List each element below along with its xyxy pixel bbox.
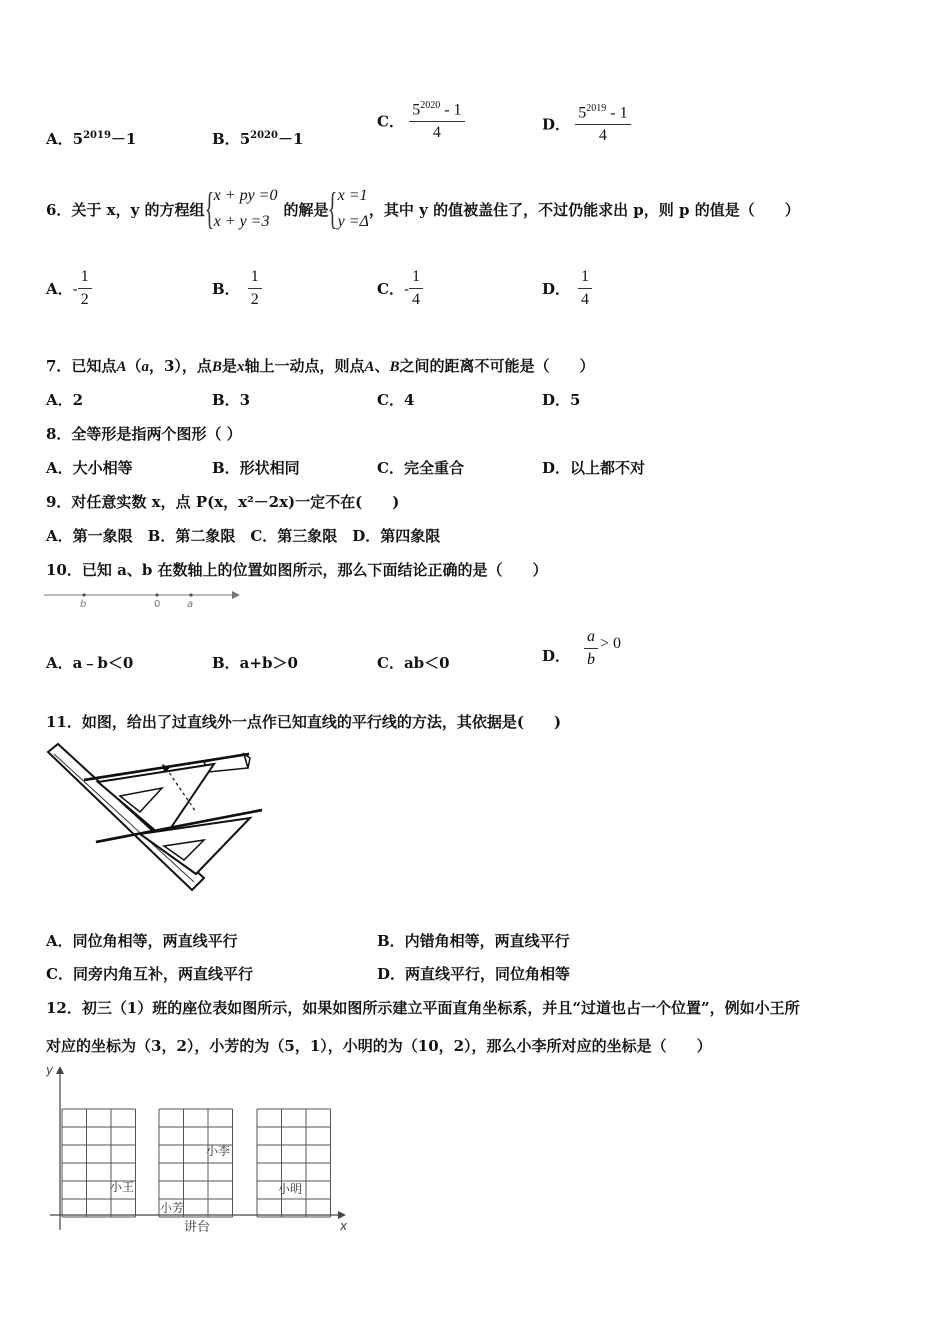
option-letter: D． xyxy=(542,115,571,134)
option-base: 5 xyxy=(72,130,84,148)
option-letter: C． xyxy=(377,112,404,131)
q11-option-d[interactable]: D．两直线平行，同位角相等 xyxy=(377,965,571,983)
q10-option-c[interactable]: C．ab＜0 xyxy=(377,654,450,672)
q7-text: 是 xyxy=(221,357,237,375)
num-exponent: 2020 xyxy=(420,100,441,111)
label-xiaoli: 小李 xyxy=(206,1144,231,1158)
fraction xyxy=(409,268,423,309)
equation-line: y =Δ xyxy=(337,213,369,230)
q10-stem: 10．已知 a、b 在数轴上的位置如图所示，那么下面结论正确的是（ ） xyxy=(46,561,548,579)
option-letter: A． xyxy=(46,130,73,148)
y-axis-label: y xyxy=(46,1063,54,1077)
label-podium: 讲台 xyxy=(184,1220,211,1235)
numerator: 1 xyxy=(78,268,92,289)
option-letter: D． xyxy=(542,280,571,298)
q11-option-a[interactable]: A．同位角相等，两直线平行 xyxy=(46,932,238,950)
q6-suffix: ，其中 y 的值被盖住了，不过仍能求出 p，则 p 的值是（ ） xyxy=(368,200,800,219)
option-rest: －1 xyxy=(277,130,304,148)
q7-text: 7．已知点 xyxy=(46,357,117,375)
option-letter: C． xyxy=(377,280,404,298)
x-axis-label: x xyxy=(340,1219,348,1233)
q7-text: 之间的距离不可能是（ ） xyxy=(399,357,595,375)
q7-text: 轴上一动点，则点 xyxy=(244,357,365,375)
denominator: 2 xyxy=(250,291,259,308)
label-b: b xyxy=(80,599,87,610)
q8-option-d[interactable]: D．以上都不对 xyxy=(542,459,646,477)
brace-icon: { xyxy=(204,184,214,233)
denominator: 4 xyxy=(412,291,421,308)
num-base: 5 xyxy=(578,104,587,122)
q7-text: （ xyxy=(126,357,142,375)
q8-option-a[interactable]: A．大小相等 xyxy=(46,459,133,477)
label-xiaowang: 小王 xyxy=(110,1180,135,1194)
q7-option-d[interactable]: D．5 xyxy=(542,391,581,409)
q7-point-a: A xyxy=(116,359,127,375)
q12-stem-line2: 对应的坐标为（3，2），小芳的为（5，1），小明的为（10，2），那么小李所对应的坐标是（ ） xyxy=(46,1037,712,1055)
brace-icon: { xyxy=(328,184,338,233)
equation-line: x + py =0 xyxy=(213,187,278,204)
numerator: 1 xyxy=(409,268,423,289)
q5-option-b[interactable] xyxy=(212,128,303,149)
q6-option-b[interactable] xyxy=(212,268,262,309)
q11-option-b[interactable]: B．内错角相等，两直线平行 xyxy=(377,932,570,950)
q7-point-a: A xyxy=(364,359,375,375)
fraction xyxy=(584,628,598,669)
q7-point-b: B xyxy=(389,359,400,375)
q7-option-c[interactable]: C．4 xyxy=(377,391,415,409)
denominator: 2 xyxy=(80,291,89,308)
q5-option-a[interactable] xyxy=(46,128,136,149)
q8-stem: 8．全等形是指两个图形（ ） xyxy=(46,425,242,443)
denominator: b xyxy=(587,651,596,668)
q6-option-a[interactable] xyxy=(46,268,92,309)
seat-grids xyxy=(62,1109,331,1217)
equation-line: x + y =3 xyxy=(213,213,270,230)
denominator: 4 xyxy=(598,127,607,145)
option-letter: B． xyxy=(212,130,240,148)
num-exponent: 2019 xyxy=(586,103,607,114)
label-zero: 0 xyxy=(154,599,161,610)
arrow-icon xyxy=(56,1066,64,1074)
option-letter: B． xyxy=(212,280,240,298)
denominator: 4 xyxy=(581,291,590,308)
fraction xyxy=(409,100,464,142)
q10-option-d[interactable] xyxy=(542,628,621,669)
q8-option-b[interactable]: B．形状相同 xyxy=(212,459,300,477)
q7-var-a: a xyxy=(141,359,149,375)
q6-option-d[interactable] xyxy=(542,268,592,309)
q7-option-a[interactable]: A．2 xyxy=(46,391,84,409)
num-base: 5 xyxy=(412,101,421,119)
option-exponent: 2020 xyxy=(250,130,278,141)
point-b xyxy=(82,593,85,596)
seating-chart-figure xyxy=(40,1060,360,1240)
fraction xyxy=(575,103,630,145)
label-xiaofang: 小芳 xyxy=(160,1201,185,1215)
q7-var-x: x xyxy=(236,359,245,375)
q8-option-c[interactable]: C．完全重合 xyxy=(377,459,464,477)
point-zero xyxy=(155,593,158,596)
q6-mid: 的解是 xyxy=(283,200,329,219)
q6-stem xyxy=(46,183,800,235)
option-sign: - xyxy=(403,279,410,298)
fraction xyxy=(248,268,262,309)
fraction xyxy=(578,268,592,309)
q11-stem: 11．如图，给出了过直线外一点作已知直线的平行线的方法，其依据是( ) xyxy=(46,713,562,731)
q10-option-a[interactable]: A．a﹣b＜0 xyxy=(46,654,134,672)
q11-option-c[interactable]: C．同旁内角互补，两直线平行 xyxy=(46,965,253,983)
q7-text: ，3），点 xyxy=(148,357,212,375)
q7-option-b[interactable]: B．3 xyxy=(212,391,251,409)
option-letter: D． xyxy=(542,647,571,665)
num-rest: - 1 xyxy=(440,101,462,119)
q7-stem xyxy=(46,355,595,376)
q7-text: 、 xyxy=(374,357,390,375)
denominator: 4 xyxy=(432,124,441,142)
option-exponent: 2019 xyxy=(83,130,111,141)
option-rest: －1 xyxy=(110,130,137,148)
q10-option-b[interactable]: B．a+b＞0 xyxy=(212,654,298,672)
equation-system-2 xyxy=(328,183,368,235)
inequality-rest: > 0 xyxy=(600,634,622,652)
q9-stem: 9．对任意实数 x，点 P(x，x²－2x)一定不在( ) xyxy=(46,493,400,511)
option-sign: - xyxy=(72,279,78,298)
number-line-figure xyxy=(44,586,244,610)
q6-option-c[interactable] xyxy=(377,268,423,309)
num-rest: - 1 xyxy=(606,104,628,122)
numerator: a xyxy=(584,628,598,649)
q5-option-d[interactable] xyxy=(542,103,631,145)
q12-stem-line1: 12．初三（1）班的座位表如图所示，如果如图所示建立平面直角坐标系，并且“过道也占一个位置”，例如小王所 xyxy=(46,999,800,1017)
parallel-construction-figure xyxy=(44,742,266,902)
fraction xyxy=(78,268,92,309)
arrow-icon xyxy=(338,1211,346,1219)
arrow-icon xyxy=(232,591,240,599)
numerator: 1 xyxy=(248,268,262,289)
equation-system-1 xyxy=(205,183,278,235)
q6-prefix: 6．关于 x，y 的方程组 xyxy=(46,200,205,219)
equation-line: x =1 xyxy=(337,187,368,204)
option-base: 5 xyxy=(239,130,251,148)
q7-point-b: B xyxy=(211,359,222,375)
q9-options[interactable]: A．第一象限 B．第二象限 C．第三象限 D．第四象限 xyxy=(46,527,441,545)
point-a xyxy=(189,593,192,596)
numerator: 1 xyxy=(578,268,592,289)
q5-option-c[interactable] xyxy=(377,100,465,142)
label-a: a xyxy=(187,599,194,610)
option-letter: A． xyxy=(46,280,73,298)
label-xiaoming: 小明 xyxy=(278,1182,303,1196)
